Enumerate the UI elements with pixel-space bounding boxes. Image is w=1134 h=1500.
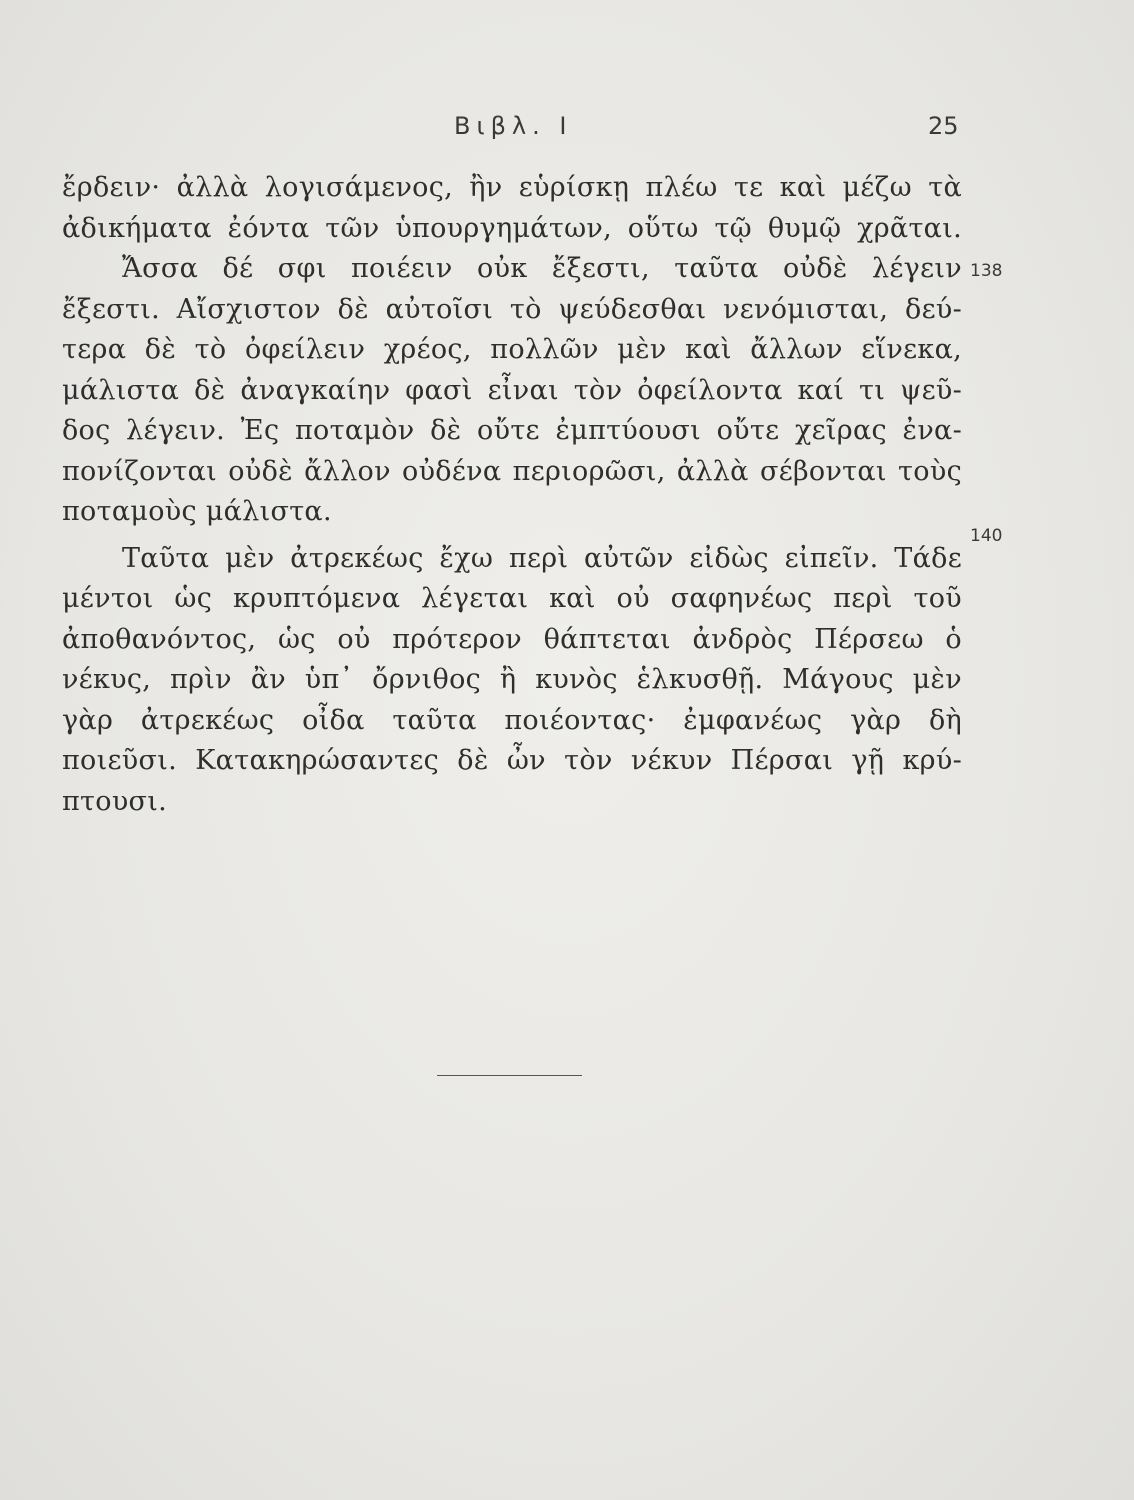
margin-line-number-138: 138 [970,261,1003,281]
closing-rule [437,1075,582,1076]
text-line: πονίζονται οὐδὲ ἄλλον οὐδένα περιορῶσι, ἀλλὰ σέβονται τοὺς [62,455,962,487]
text-line: ἀποθανόντος, ὡς οὐ πρότερον θάπτεται ἀνδρὸς Πέρσεω ὁ [62,623,962,655]
margin-line-number-140: 140 [970,526,1003,546]
text-line: μέντοι ὡς κρυπτόμενα λέγεται καὶ οὐ σαφηνέως περὶ τοῦ [62,583,962,614]
text-line: Ταῦτα μὲν ἀτρεκέως ἔχω περὶ αὐτῶν εἰδὼς εἰπεῖν. Τάδε [122,542,962,574]
text-line: ποιεῦσι. Κατακηρώσαντες δὲ ὦν τὸν νέκυν Πέρσαι γῇ κρύ- [62,745,962,776]
text-line: ἔρδειν· ἀλλὰ λογισάμενος, ἢν εὑρίσκῃ πλέω τε καὶ μέζω τὰ [62,172,962,203]
text-line: τερα δὲ τὸ ὀφείλειν χρέος, πολλῶν μὲν καὶ ἄλλων εἵνεκα, [62,334,962,365]
text-line: ἔξεστι. Αἴσχιστον δὲ αὐτοῖσι τὸ ψεύδεσθαι νενόμισται, δεύ- [62,293,962,325]
text-line: ἀδικήματα ἐόντα τῶν ὑπουργημάτων, οὕτω τῷ θυμῷ χρᾶται. [62,212,962,244]
text-line: πτουσι. [62,785,168,817]
text-line: μάλιστα δὲ ἀναγκαίην φασὶ εἶναι τὸν ὀφείλοντα καί τι ψεῦ- [62,374,962,406]
main-text [62,168,962,822]
text-line: γὰρ ἀτρεκέως οἶδα ταῦτα ποιέοντας· ἐμφανέως γὰρ δὴ [62,704,962,736]
text-line: νέκυς, πρὶν ἂν ὑπ᾽ ὄρνιθος ἢ κυνὸς ἑλκυσθῇ. Μάγους μὲν [62,664,962,695]
paragraph-2 [62,539,962,823]
paragraph-1 [62,168,962,533]
running-head: Βιβλ. Ι [454,112,573,140]
page-number: 25 [928,112,959,140]
text-line: Ἄσσα δέ σφι ποιέειν οὐκ ἔξεστι, ταῦτα οὐδὲ λέγειν [122,253,962,284]
text-line: ποταμοὺς μάλιστα. [62,496,332,527]
text-line: δος λέγειν. Ἐς ποταμὸν δὲ οὔτε ἐμπτύουσι οὔτε χεῖρας ἐνα- [62,415,962,446]
